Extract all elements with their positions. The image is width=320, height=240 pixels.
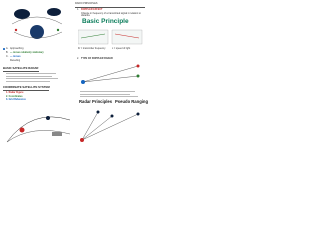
text-line <box>6 76 52 77</box>
list-blue: 3. Grid Reference <box>6 98 26 101</box>
coordinate-heading: COORDINATE SATELLITE SYSTEM <box>3 85 50 89</box>
doppler-radar-title: TYPE OF DOPPLER RADAR <box>81 57 113 60</box>
pseudo-ranging-title: Pseudo Ranging <box>115 99 149 104</box>
item-a: A. <box>6 46 9 50</box>
divider <box>75 7 145 8</box>
text-line <box>80 91 135 92</box>
document-page <box>0 0 149 198</box>
divider <box>3 90 49 91</box>
num-1: 1. <box>77 8 79 11</box>
principle-diagram <box>78 28 144 46</box>
text-line <box>80 94 130 95</box>
recede-text: Receding <box>10 58 21 62</box>
list-red: 1. Radar Figure <box>6 91 24 94</box>
item-b: B. <box>6 50 9 54</box>
text-line <box>80 96 138 97</box>
doppler-title: DOPPLER EFFECT <box>81 8 103 11</box>
item-c: C. <box>6 54 9 58</box>
radar-principles-title: Radar Principles <box>79 99 113 104</box>
basic-satellite-heading: BASIC SATELLITE RADAR <box>3 66 39 70</box>
velocity-label: c = speed of light <box>112 47 131 50</box>
text-line <box>6 78 58 79</box>
satellite-diagram <box>2 2 72 48</box>
divider <box>3 71 39 72</box>
approach-text: Approaching <box>10 46 24 50</box>
ranging-diagram <box>78 106 146 144</box>
green-text: — moves relatively stationary <box>10 50 44 54</box>
formula-label: Fr = transmitter frequency <box>78 47 106 50</box>
radar-diagram <box>78 62 144 88</box>
top-title: RADIO PRINCIPLES <box>75 2 98 5</box>
blue-text: — moves <box>10 54 21 58</box>
bullet <box>3 48 5 50</box>
text-line <box>6 81 50 82</box>
doppler-desc: Change in frequency of a transmitted signal in relation to distance <box>81 11 141 18</box>
text-line <box>6 73 56 74</box>
orbit-diagram <box>2 104 74 146</box>
basic-principle-title: Basic Principle <box>82 18 129 25</box>
list-green: 2. Coordinates <box>6 94 23 98</box>
num-2: 2. <box>77 57 79 60</box>
